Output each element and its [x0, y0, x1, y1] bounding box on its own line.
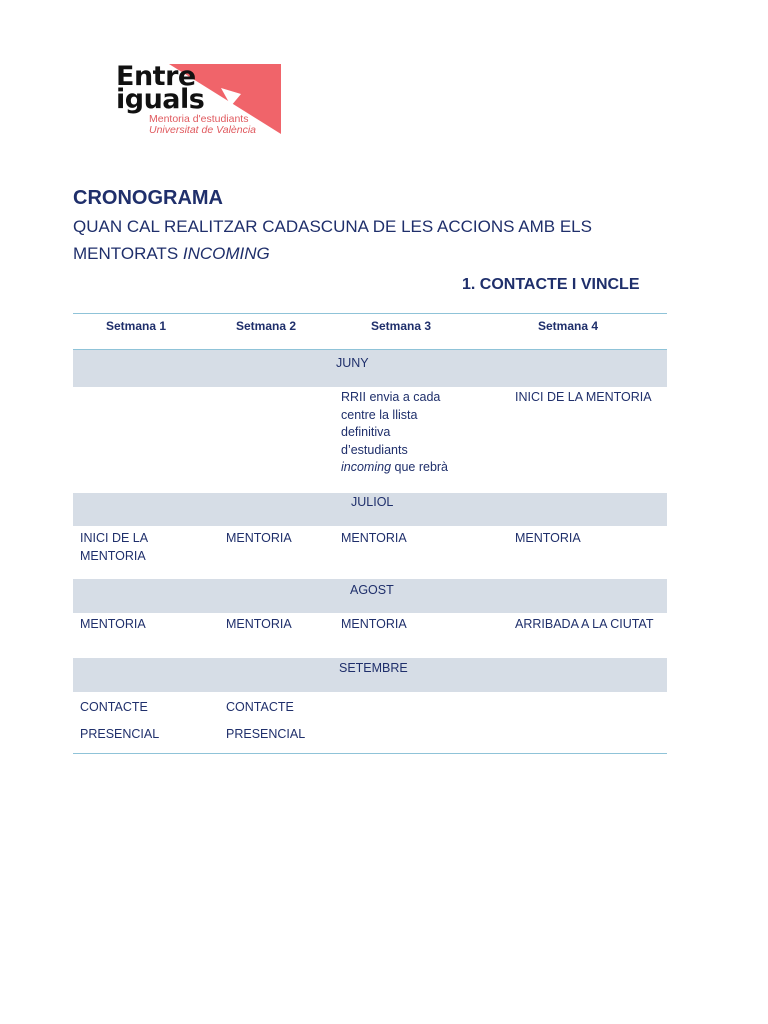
month-label-august: AGOST	[350, 583, 394, 597]
august-week-1-cell: MENTORIA	[80, 617, 146, 631]
page-title: CRONOGRAMA	[73, 187, 223, 209]
subtitle-line-2	[73, 240, 633, 267]
month-row-august	[73, 579, 667, 613]
table-row-july	[73, 526, 667, 579]
july-week-1-cell	[80, 530, 148, 565]
page-subtitle	[73, 213, 633, 267]
august-week-3-cell: MENTORIA	[341, 617, 407, 631]
header-week-3: Setmana 3	[370, 319, 432, 333]
september-week-2-line-2: PRESENCIAL	[226, 727, 306, 741]
september-week-2-cell	[226, 694, 305, 748]
subtitle-prefix: MENTORATS	[73, 244, 183, 263]
august-week-4-cell: ARRIBADA A LA CIUTAT	[515, 617, 654, 631]
subtitle-incoming: INCOMING	[182, 244, 270, 263]
june-week-3-line-2: centre la llista	[341, 407, 418, 422]
month-label-june: JUNY	[336, 356, 369, 370]
month-label-september: SETEMBRE	[339, 661, 408, 675]
july-week-1-line-1: INICI DE LA	[80, 531, 149, 545]
month-row-september	[73, 658, 667, 692]
table-row-august	[73, 613, 667, 658]
header-week-2: Setmana 2	[235, 319, 297, 333]
logo-word-iguals: iguals	[116, 84, 205, 115]
july-week-3-cell: MENTORIA	[341, 531, 407, 545]
schedule-table	[73, 313, 667, 754]
september-week-1-cell	[80, 694, 159, 748]
june-week-3-line-3: definitiva	[341, 425, 391, 439]
july-week-4-cell: MENTORIA	[515, 531, 581, 545]
august-week-2-cell: MENTORIA	[226, 617, 292, 631]
june-week-3-line-1: RRII envia a cada	[341, 390, 441, 404]
june-week-3-line-5	[341, 459, 448, 477]
table-row-september	[73, 692, 667, 754]
subtitle-line-1: QUAN CAL REALITZAR CADASCUNA DE LES ACCIONS AMB ELS	[73, 217, 592, 236]
header-week-4: Setmana 4	[537, 319, 599, 333]
june-week-3-cell	[341, 389, 448, 477]
logo-word-entre: Entre	[116, 61, 196, 92]
september-week-1-line-1: CONTACTE	[80, 700, 148, 714]
section-heading: 1. CONTACTE I VINCLE	[462, 276, 640, 293]
entreiguals-logo	[113, 58, 285, 144]
logo-subtitle-universitat: Universitat de València	[149, 124, 256, 136]
july-week-1-line-2: MENTORIA	[80, 548, 146, 563]
june-week-3-line-4: d’estudiants	[341, 442, 408, 457]
logo-subtitle-mentoria: Mentoria d'estudiants	[149, 113, 249, 125]
month-row-july	[73, 493, 667, 526]
september-week-2-line-1: CONTACTE	[226, 700, 294, 714]
june-week-3-tail: que rebrà	[391, 460, 449, 474]
table-row-june	[73, 387, 667, 493]
month-row-june	[73, 350, 667, 387]
july-week-2-cell: MENTORIA	[226, 531, 292, 545]
june-week-4-cell: INICI DE LA MENTORIA	[515, 390, 652, 404]
september-week-1-line-2: PRESENCIAL	[80, 727, 160, 741]
june-incoming-word: incoming	[341, 460, 392, 474]
month-label-july: JULIOL	[351, 495, 394, 509]
table-header-row	[73, 313, 667, 350]
header-week-1: Setmana 1	[105, 319, 167, 333]
